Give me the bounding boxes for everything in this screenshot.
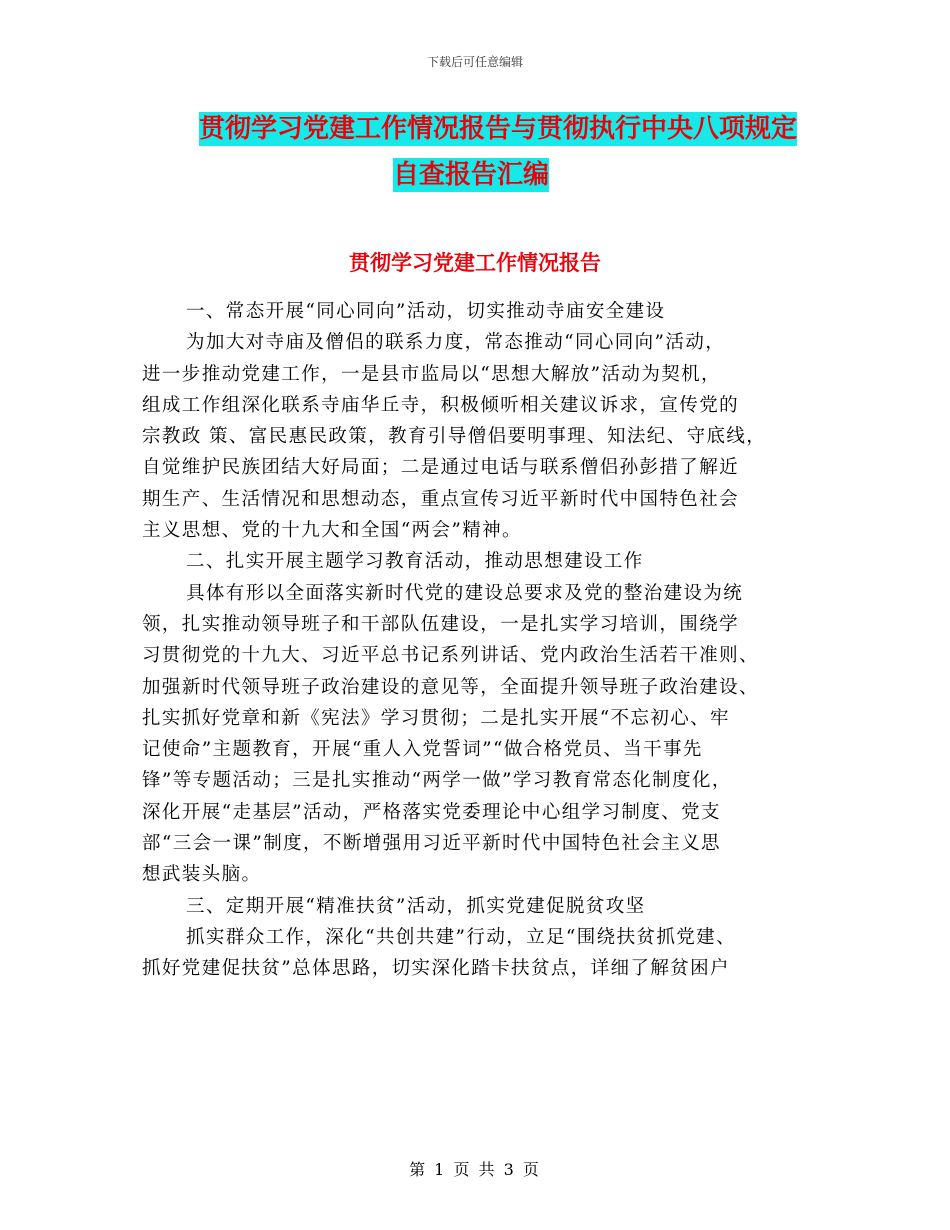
paragraph-line: 主义思想、党的十九大和全国“两会”精神。: [142, 520, 522, 542]
paragraph-line: 期生产、生活情况和思想动态，重点宣传习近平新时代中国特色社会: [142, 488, 740, 510]
paragraph-line: 抓实群众工作，深化“共创共建”行动，立足“围绕扶贫抓党建、: [186, 926, 736, 948]
paragraph-line: 抓好党建促扶贫”总体思路，切实深化踏卡扶贫点，详细了解贫困户: [142, 958, 730, 980]
body-text: [142, 296, 822, 985]
document-title-line-1-text: 贯彻学习党建工作情况报告与贯彻执行中央八项规定: [198, 114, 797, 144]
document-title-line-2: [0, 152, 950, 198]
paragraph-line: 进一步推动党建工作，一是县市监局以“思想大解放”活动为契机，: [142, 363, 721, 385]
paragraph-line: 记使命”主题教育，开展“重人入党誓词”“做合格党员、当干事先: [142, 739, 703, 761]
paragraph-line: 扎实抓好党章和新《宪法》学习贯彻；二是扎实开展“不忘初心、牢: [142, 707, 730, 729]
section-heading-1: 一、常态开展“同心同向”活动，切实推动寺庙安全建设: [186, 301, 666, 322]
section-heading-2: 二、扎实开展主题学习教育活动，推动思想建设工作: [186, 551, 644, 573]
paragraph-line: 组成工作组深化联系寺庙华丘寺，积极倾听相关建议诉求，宣传党的: [142, 394, 740, 416]
document-title-line-2-text: 自查报告汇编: [392, 160, 549, 190]
document-title: [0, 106, 950, 198]
paragraph-line: 自觉维护民族团结大好局面；二是通过电话与联系僧侣孙彭措了解近: [142, 457, 740, 479]
paragraph-line: 领，扎实推动领导班子和干部队伍建设，一是扎实学习培训，围绕学: [142, 613, 740, 635]
page-number: 第 1 页 共 3 页: [409, 1160, 541, 1179]
paragraph-line: 习贯彻党的十九大、习近平总书记系列讲话、党内政治生活若干准则、: [142, 645, 759, 667]
paragraph-line: 宗教政 策、富民惠民政策，教育引导僧侣要明事理、知法纪、守底线，: [142, 426, 767, 448]
section-heading-3: 三、定期开展“精准扶贫”活动，抓实党建促脱贫攻坚: [186, 895, 646, 917]
paragraph-line: 深化开展“走基层”活动，严格落实党委理论中心组学习制度、党支: [142, 801, 721, 823]
paragraph-line: 部“三会一课”制度，不断增强用习近平新时代中国特色社会主义思: [142, 833, 721, 855]
paragraph-line: 想武装头脑。: [142, 864, 262, 886]
paragraph-line: 加强新时代领导班子政治建设的意见等，全面提升领导班子政治建设、: [142, 676, 759, 698]
document-title-line-1: [0, 106, 950, 152]
paragraph-line: 具体有形以全面落实新时代党的建设总要求及党的整治建设为统: [186, 582, 744, 604]
section-title: 贯彻学习党建工作情况报告: [349, 251, 601, 275]
page-header-note: 下载后可任意编辑: [426, 55, 523, 69]
paragraph-line: 为加大对寺庙及僧侣的联系力度，常态推动“同心同向”活动，: [186, 332, 726, 354]
paragraph-line: 锋”等专题活动；三是扎实推动“两学一做”学习教育常态化制度化，: [142, 770, 732, 792]
